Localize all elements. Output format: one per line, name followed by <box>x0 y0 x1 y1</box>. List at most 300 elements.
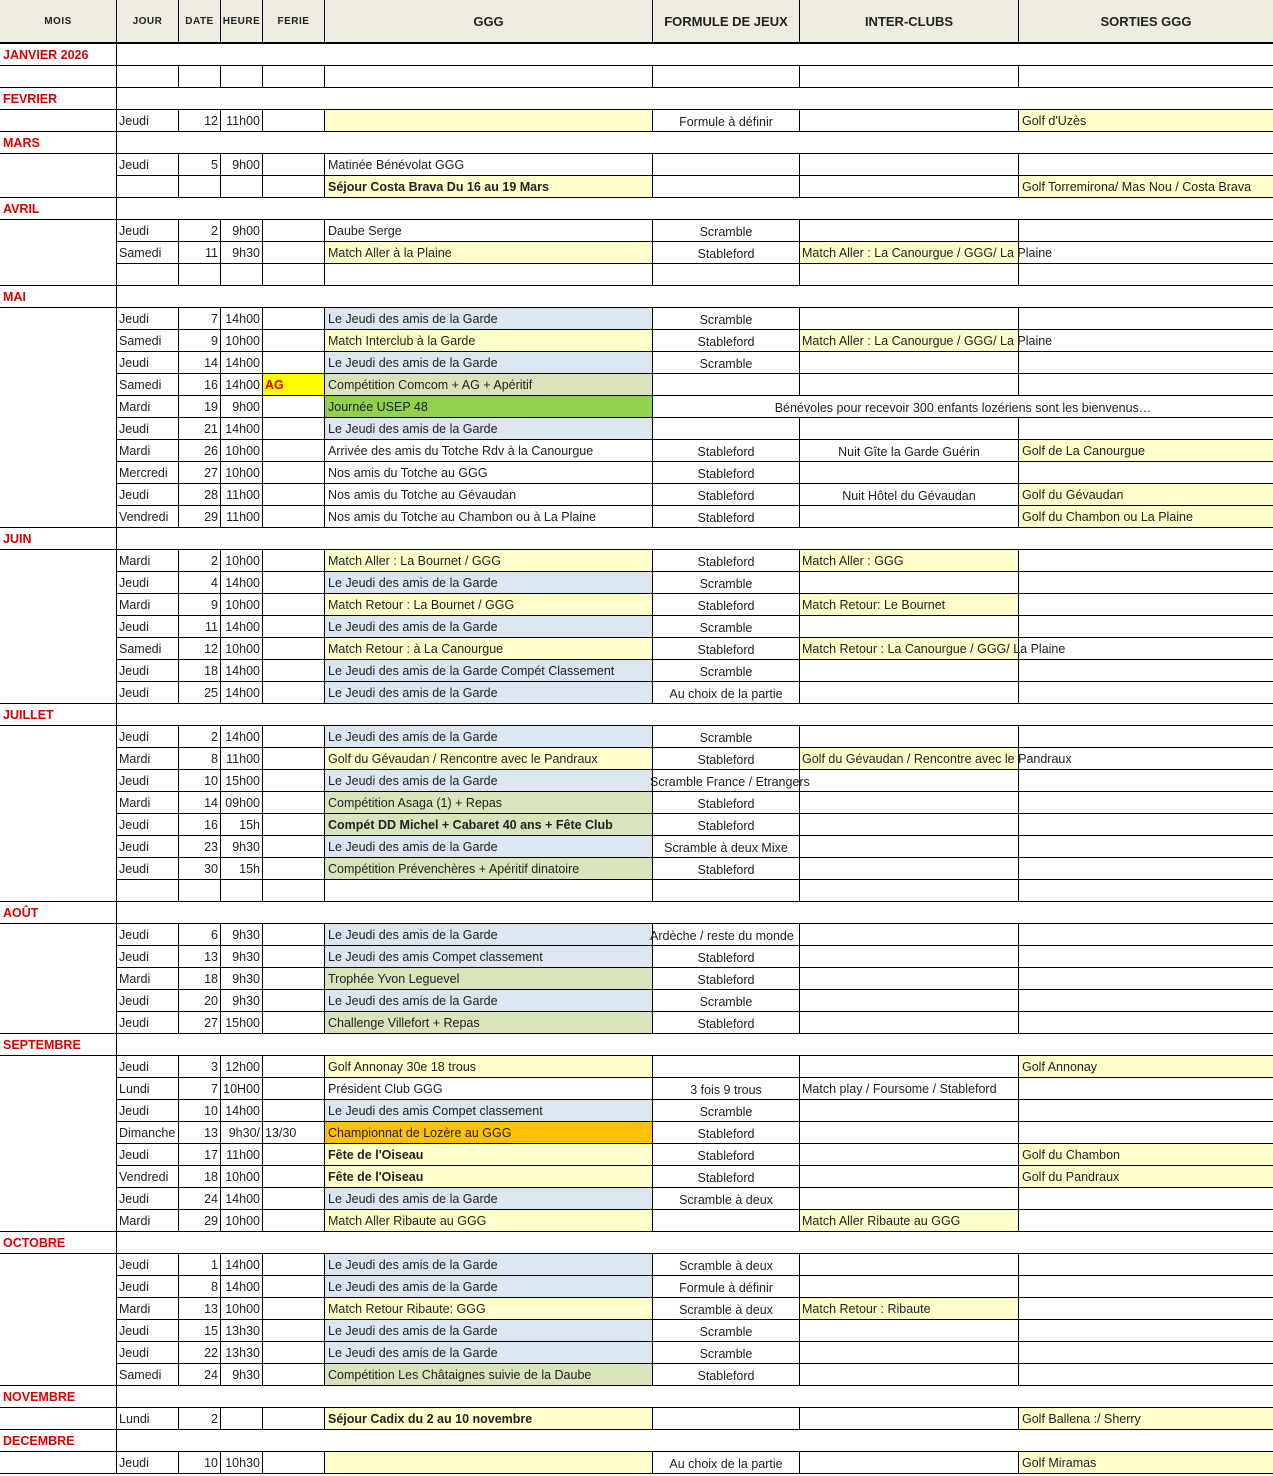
cell-sorties <box>1019 1276 1273 1298</box>
event-row <box>0 1056 1273 1078</box>
cell-jour: Jeudi <box>117 1188 179 1210</box>
cell-heure: 12h00 <box>221 1056 263 1078</box>
cell-ggg: Match Aller Ribaute au GGG <box>325 1210 653 1232</box>
cell-sorties <box>1019 616 1273 638</box>
cell-ggg: Le Jeudi des amis de la Garde <box>325 836 653 858</box>
cell-jour: Jeudi <box>117 1144 179 1166</box>
cell-ferie <box>263 968 325 990</box>
cell-ggg: Président Club GGG <box>325 1078 653 1100</box>
cell-ggg: Match Interclub à la Garde <box>325 330 653 352</box>
cell-ggg: Le Jeudi des amis de la Garde <box>325 616 653 638</box>
cell-heure <box>221 176 263 198</box>
cell-date: 27 <box>179 1012 221 1034</box>
cell-span-note: Bénévoles pour recevoir 300 enfants lozériens sont les bienvenus… <box>653 396 1273 418</box>
cell-heure: 10h00 <box>221 1166 263 1188</box>
cell-heure: 14h00 <box>221 660 263 682</box>
cell-ggg: Championnat de Lozère au GGG <box>325 1122 653 1144</box>
cell-date: 2 <box>179 726 221 748</box>
cell-ggg: Compétition Les Châtaignes suivie de la Daube <box>325 1364 653 1386</box>
cell-formule <box>653 880 800 902</box>
cell-formule: Formule à définir <box>653 110 800 132</box>
cell-ferie <box>263 1056 325 1078</box>
event-row <box>0 748 1273 770</box>
month-name: SEPTEMBRE <box>0 1034 117 1056</box>
cell-formule: Stableford <box>653 550 800 572</box>
cell-sorties <box>1019 1100 1273 1122</box>
cell-ferie <box>263 616 325 638</box>
cell-date <box>179 176 221 198</box>
event-row <box>0 990 1273 1012</box>
event-row <box>0 264 1273 286</box>
cell-inter <box>800 1056 1019 1078</box>
cell-ferie <box>263 1210 325 1232</box>
cell-inter <box>800 418 1019 440</box>
cell-inter <box>800 924 1019 946</box>
cell-ggg: Le Jeudi des amis de la Garde <box>325 418 653 440</box>
cell-ggg: Séjour Costa Brava Du 16 au 19 Mars <box>325 176 653 198</box>
cell-ferie <box>263 396 325 418</box>
cell-date: 13 <box>179 1122 221 1144</box>
cell-inter <box>800 506 1019 528</box>
cell-sorties <box>1019 1320 1273 1342</box>
cell-heure: 09h00 <box>221 792 263 814</box>
cell-inter <box>800 1320 1019 1342</box>
cell-formule: Stableford <box>653 242 800 264</box>
event-row <box>0 858 1273 880</box>
event-row <box>0 946 1273 968</box>
cell-date: 1 <box>179 1254 221 1276</box>
cell-jour: Jeudi <box>117 1452 179 1474</box>
cell-formule: Scramble <box>653 726 800 748</box>
cell-inter <box>800 1012 1019 1034</box>
cell-ggg <box>325 880 653 902</box>
cell-ggg: Nos amis du Totche au GGG <box>325 462 653 484</box>
cell-heure: 9h00 <box>221 220 263 242</box>
cell-ggg: Le Jeudi des amis de la Garde <box>325 1276 653 1298</box>
cell-jour: Vendredi <box>117 1166 179 1188</box>
cell-ggg: Le Jeudi des amis de la Garde <box>325 726 653 748</box>
cell-heure: 9h00 <box>221 154 263 176</box>
cell-heure: 14h00 <box>221 1276 263 1298</box>
month-row-filler <box>117 88 1273 110</box>
cell-jour: Mardi <box>117 594 179 616</box>
cell-inter <box>800 770 1019 792</box>
event-row <box>0 638 1273 660</box>
event-row <box>0 1342 1273 1364</box>
cell-ggg: Le Jeudi des amis de la Garde <box>325 990 653 1012</box>
cell-date: 27 <box>179 462 221 484</box>
cell-inter <box>800 1408 1019 1430</box>
cell-date: 29 <box>179 506 221 528</box>
cell-jour: Mardi <box>117 550 179 572</box>
cell-heure: 14h00 <box>221 726 263 748</box>
month-name: JANVIER 2026 <box>0 44 117 66</box>
month-column-block <box>0 1056 117 1232</box>
event-row <box>0 1166 1273 1188</box>
event-row <box>0 1188 1273 1210</box>
cell-sorties <box>1019 572 1273 594</box>
month-row-filler <box>117 1430 1273 1452</box>
cell-inter: Match Aller : GGG <box>800 550 1019 572</box>
cell-jour: Mardi <box>117 792 179 814</box>
cell-jour: Jeudi <box>117 154 179 176</box>
event-row <box>0 1364 1273 1386</box>
cell-inter <box>800 572 1019 594</box>
cell-sorties <box>1019 154 1273 176</box>
cell-ggg: Le Jeudi des amis de la Garde <box>325 352 653 374</box>
event-row <box>0 66 1273 88</box>
header-formule: FORMULE DE JEUX <box>653 0 800 42</box>
event-row <box>0 836 1273 858</box>
cell-sorties <box>1019 770 1273 792</box>
cell-sorties <box>1019 1122 1273 1144</box>
cell-date <box>179 264 221 286</box>
month-row-filler <box>117 902 1273 924</box>
cell-jour: Jeudi <box>117 990 179 1012</box>
month-row <box>0 528 1273 550</box>
cell-ggg: Trophée Yvon Leguevel <box>325 968 653 990</box>
cell-ggg: Compétition Asaga (1) + Repas <box>325 792 653 814</box>
cell-sorties <box>1019 1078 1273 1100</box>
cell-ferie <box>263 858 325 880</box>
cell-ferie <box>263 418 325 440</box>
cell-heure: 11h00 <box>221 484 263 506</box>
cell-date <box>179 880 221 902</box>
cell-formule: Stableford <box>653 506 800 528</box>
cell-sorties <box>1019 1188 1273 1210</box>
month-row-filler <box>117 198 1273 220</box>
cell-jour <box>117 264 179 286</box>
cell-ferie <box>263 770 325 792</box>
cell-formule: Scramble <box>653 1320 800 1342</box>
cell-sorties: Golf Torremirona/ Mas Nou / Costa Brava <box>1019 176 1273 198</box>
cell-inter <box>800 814 1019 836</box>
cell-date: 9 <box>179 330 221 352</box>
cell-sorties <box>1019 1298 1273 1320</box>
cell-heure: 9h00 <box>221 396 263 418</box>
cell-inter <box>800 110 1019 132</box>
cell-inter: Nuit Gîte la Garde Guérin <box>800 440 1019 462</box>
cell-jour: Jeudi <box>117 418 179 440</box>
cell-jour: Lundi <box>117 1078 179 1100</box>
event-row <box>0 1408 1273 1430</box>
cell-date: 13 <box>179 1298 221 1320</box>
cell-formule <box>653 154 800 176</box>
cell-sorties <box>1019 550 1273 572</box>
cell-formule <box>653 1210 800 1232</box>
cell-ferie <box>263 990 325 1012</box>
month-column-block <box>0 308 117 528</box>
cell-date: 9 <box>179 594 221 616</box>
cell-ferie <box>263 836 325 858</box>
cell-ggg <box>325 1452 653 1474</box>
cell-heure: 13h30 <box>221 1342 263 1364</box>
cell-formule: Scramble <box>653 308 800 330</box>
cell-inter: Match Retour : Ribaute <box>800 1298 1019 1320</box>
cell-ferie <box>263 1452 325 1474</box>
month-name: NOVEMBRE <box>0 1386 117 1408</box>
cell-ggg: Match Retour Ribaute: GGG <box>325 1298 653 1320</box>
event-row <box>0 1276 1273 1298</box>
cell-ferie <box>263 1254 325 1276</box>
cell-jour: Jeudi <box>117 924 179 946</box>
cell-date: 16 <box>179 374 221 396</box>
cell-sorties: Golf de La Canourgue <box>1019 440 1273 462</box>
month-row <box>0 132 1273 154</box>
event-row <box>0 110 1273 132</box>
cell-jour: Jeudi <box>117 1342 179 1364</box>
cell-jour <box>117 176 179 198</box>
month-column-block <box>0 1254 117 1386</box>
cell-heure: 10h30 <box>221 1452 263 1474</box>
cell-date: 5 <box>179 154 221 176</box>
cell-date: 11 <box>179 616 221 638</box>
cell-ferie <box>263 550 325 572</box>
event-row <box>0 1452 1273 1474</box>
cell-ferie <box>263 462 325 484</box>
cell-heure: 9h30 <box>221 990 263 1012</box>
event-row <box>0 396 1273 418</box>
event-row <box>0 308 1273 330</box>
cell-date: 28 <box>179 484 221 506</box>
cell-date: 24 <box>179 1188 221 1210</box>
event-row <box>0 1122 1273 1144</box>
cell-jour: Jeudi <box>117 660 179 682</box>
cell-formule: Stableford <box>653 792 800 814</box>
cell-ggg <box>325 264 653 286</box>
cell-ggg: Le Jeudi des amis de la Garde <box>325 1188 653 1210</box>
cell-ggg: Séjour Cadix du 2 au 10 novembre <box>325 1408 653 1430</box>
cell-sorties <box>1019 66 1273 88</box>
cell-date: 12 <box>179 638 221 660</box>
cell-date: 8 <box>179 748 221 770</box>
cell-jour: Jeudi <box>117 726 179 748</box>
cell-date: 11 <box>179 242 221 264</box>
cell-formule: 3 fois 9 trous <box>653 1078 800 1100</box>
cell-heure: 9h30 <box>221 946 263 968</box>
cell-inter: Match Retour: Le Bournet <box>800 594 1019 616</box>
cell-ferie: 13/30 <box>263 1122 325 1144</box>
cell-heure: 14h00 <box>221 374 263 396</box>
month-row-filler <box>117 44 1273 66</box>
cell-ggg: Le Jeudi des amis Compet classement <box>325 1100 653 1122</box>
cell-ggg: Compétition Prévenchères + Apéritif dinatoire <box>325 858 653 880</box>
cell-jour: Jeudi <box>117 1100 179 1122</box>
cell-ggg: Nos amis du Totche au Chambon ou à La Plaine <box>325 506 653 528</box>
cell-sorties <box>1019 242 1273 264</box>
cell-sorties: Golf Miramas <box>1019 1452 1273 1474</box>
cell-formule: Stableford <box>653 440 800 462</box>
cell-date: 15 <box>179 1320 221 1342</box>
cell-ferie <box>263 506 325 528</box>
cell-sorties: Golf d'Uzès <box>1019 110 1273 132</box>
month-row-filler <box>117 1232 1273 1254</box>
cell-sorties <box>1019 220 1273 242</box>
cell-heure: 11h00 <box>221 748 263 770</box>
cell-formule: Scramble <box>653 220 800 242</box>
cell-date: 14 <box>179 352 221 374</box>
cell-ferie <box>263 154 325 176</box>
event-row <box>0 1100 1273 1122</box>
cell-sorties <box>1019 968 1273 990</box>
cell-inter <box>800 1144 1019 1166</box>
cell-ferie <box>263 726 325 748</box>
cell-jour: Mardi <box>117 440 179 462</box>
cell-formule: Scramble à deux <box>653 1188 800 1210</box>
event-row <box>0 440 1273 462</box>
event-row <box>0 462 1273 484</box>
cell-sorties <box>1019 374 1273 396</box>
cell-sorties <box>1019 1342 1273 1364</box>
cell-inter <box>800 176 1019 198</box>
event-row <box>0 550 1273 572</box>
cell-heure: 14h00 <box>221 616 263 638</box>
cell-inter <box>800 1188 1019 1210</box>
cell-heure: 14h00 <box>221 1254 263 1276</box>
cell-jour: Jeudi <box>117 1320 179 1342</box>
cell-ggg: Journée USEP 48 <box>325 396 653 418</box>
cell-inter <box>800 836 1019 858</box>
cell-inter <box>800 1364 1019 1386</box>
cell-formule: Stableford <box>653 1144 800 1166</box>
cell-formule: Scramble <box>653 572 800 594</box>
cell-heure <box>221 1408 263 1430</box>
cell-inter <box>800 792 1019 814</box>
cell-inter: Match Aller : La Canourgue / GGG/ La Plaine <box>800 242 1019 264</box>
cell-date: 16 <box>179 814 221 836</box>
cell-jour: Mardi <box>117 968 179 990</box>
cell-heure <box>221 264 263 286</box>
month-row <box>0 902 1273 924</box>
cell-inter: Golf du Gévaudan / Rencontre avec le Pandraux <box>800 748 1019 770</box>
cell-heure: 9h30 <box>221 242 263 264</box>
cell-heure: 15h <box>221 858 263 880</box>
cell-sorties: Golf Annonay <box>1019 1056 1273 1078</box>
cell-jour: Mercredi <box>117 462 179 484</box>
event-row <box>0 506 1273 528</box>
cell-jour: Jeudi <box>117 1056 179 1078</box>
cell-sorties <box>1019 638 1273 660</box>
cell-jour: Jeudi <box>117 220 179 242</box>
header-heure: HEURE <box>221 0 263 42</box>
cell-sorties <box>1019 726 1273 748</box>
cell-ggg: Le Jeudi des amis de la Garde <box>325 1320 653 1342</box>
event-row <box>0 352 1273 374</box>
cell-ggg: Match Retour : à La Canourgue <box>325 638 653 660</box>
cell-ferie <box>263 792 325 814</box>
header-inter-clubs: INTER-CLUBS <box>800 0 1019 42</box>
cell-date: 7 <box>179 1078 221 1100</box>
cell-sorties: Golf du Chambon ou La Plaine <box>1019 506 1273 528</box>
event-row <box>0 1298 1273 1320</box>
cell-ferie <box>263 1188 325 1210</box>
cell-inter: Match Retour : La Canourgue / GGG/ La Plaine <box>800 638 1019 660</box>
cell-date: 30 <box>179 858 221 880</box>
cell-jour: Jeudi <box>117 770 179 792</box>
cell-sorties <box>1019 792 1273 814</box>
cell-ferie <box>263 594 325 616</box>
cell-inter <box>800 1276 1019 1298</box>
cell-ggg: Fête de l'Oiseau <box>325 1144 653 1166</box>
event-row <box>0 484 1273 506</box>
header-ggg: GGG <box>325 0 653 42</box>
cell-ggg: Daube Serge <box>325 220 653 242</box>
month-name: JUIN <box>0 528 117 550</box>
cell-ggg: Nos amis du Totche au Gévaudan <box>325 484 653 506</box>
month-column-block <box>0 726 117 902</box>
cell-heure: 11h00 <box>221 1144 263 1166</box>
cell-inter: Match Aller : La Canourgue / GGG/ La Plaine <box>800 330 1019 352</box>
month-name: FEVRIER <box>0 88 117 110</box>
cell-ggg: Match Aller à la Plaine <box>325 242 653 264</box>
cell-inter <box>800 660 1019 682</box>
cell-ggg: Le Jeudi des amis de la Garde <box>325 1342 653 1364</box>
month-name: MARS <box>0 132 117 154</box>
cell-ferie <box>263 1100 325 1122</box>
cell-inter <box>800 880 1019 902</box>
formule-overflow-text: Ardèche / reste du monde <box>650 929 794 943</box>
cell-inter <box>800 1342 1019 1364</box>
cell-heure: 14h00 <box>221 1188 263 1210</box>
cell-ferie <box>263 1364 325 1386</box>
cell-date: 18 <box>179 1166 221 1188</box>
event-row <box>0 968 1273 990</box>
cell-heure: 14h00 <box>221 418 263 440</box>
cell-inter: Nuit Hôtel du Gévaudan <box>800 484 1019 506</box>
cell-inter <box>800 220 1019 242</box>
cell-date <box>179 66 221 88</box>
cell-ferie <box>263 748 325 770</box>
cell-formule: Stableford <box>653 1166 800 1188</box>
cell-date: 12 <box>179 110 221 132</box>
cell-formule <box>653 66 800 88</box>
cell-inter <box>800 858 1019 880</box>
cell-formule <box>653 418 800 440</box>
cell-inter <box>800 1122 1019 1144</box>
cell-ferie <box>263 1342 325 1364</box>
month-row-filler <box>117 528 1273 550</box>
cell-jour: Jeudi <box>117 616 179 638</box>
cell-formule: Scramble à deux <box>653 1298 800 1320</box>
cell-formule: Stableford <box>653 1364 800 1386</box>
cell-jour: Jeudi <box>117 858 179 880</box>
cell-sorties <box>1019 946 1273 968</box>
cell-formule: Scramble <box>653 1342 800 1364</box>
cell-jour: Mardi <box>117 748 179 770</box>
header-sorties: SORTIES GGG <box>1100 13 1192 29</box>
cell-date: 21 <box>179 418 221 440</box>
cell-ferie <box>263 1012 325 1034</box>
cell-formule <box>653 264 800 286</box>
cell-ferie: AG <box>263 374 325 396</box>
cell-formule: Stableford <box>653 330 800 352</box>
cell-date: 13 <box>179 946 221 968</box>
header-row <box>0 0 1273 44</box>
cell-inter <box>800 374 1019 396</box>
cell-heure: 10h00 <box>221 330 263 352</box>
event-row <box>0 660 1273 682</box>
month-name: DECEMBRE <box>0 1430 117 1452</box>
cell-date: 29 <box>179 1210 221 1232</box>
month-column-block <box>0 1452 117 1474</box>
cell-formule: Scramble <box>653 1100 800 1122</box>
cell-sorties <box>1019 748 1273 770</box>
event-row <box>0 572 1273 594</box>
cell-sorties <box>1019 660 1273 682</box>
cell-jour: Jeudi <box>117 1254 179 1276</box>
cell-formule: Stableford <box>653 858 800 880</box>
cell-heure: 15h00 <box>221 1012 263 1034</box>
